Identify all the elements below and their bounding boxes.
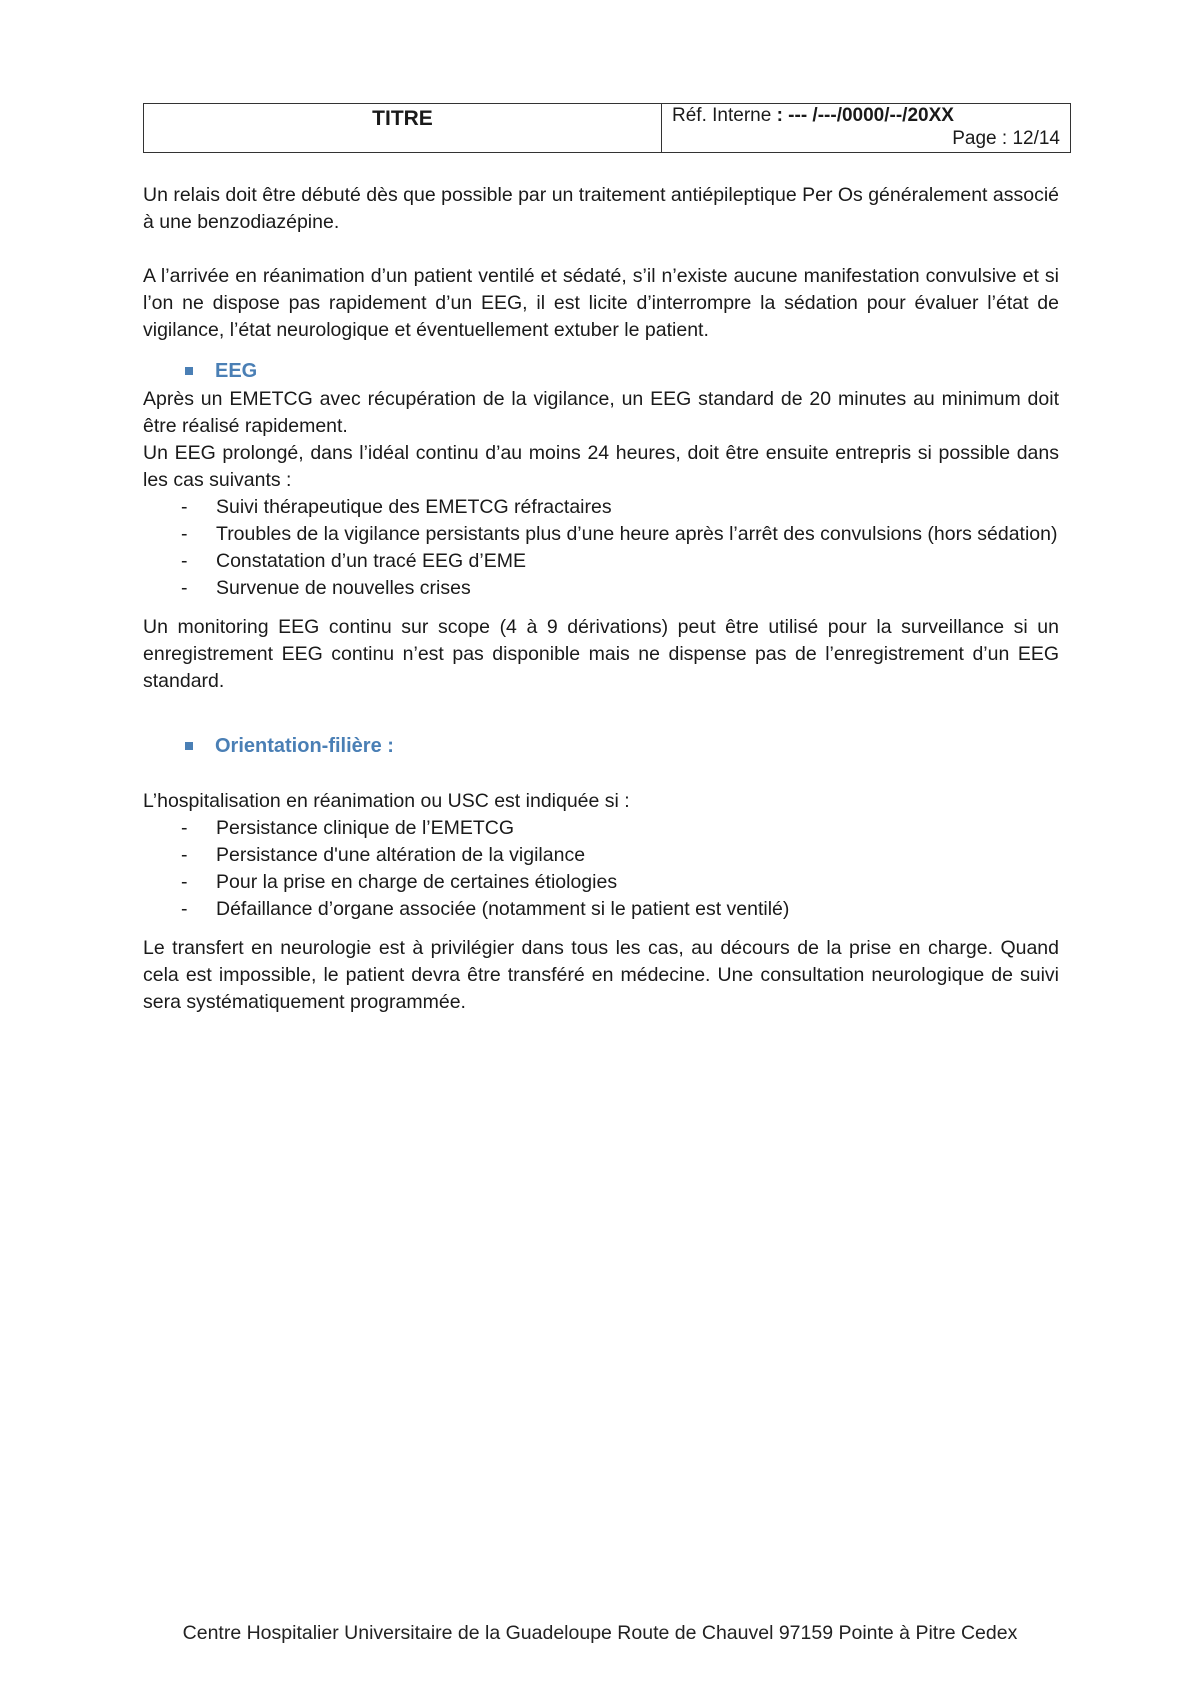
list-dash-marker: - xyxy=(181,577,188,599)
list-item-text: Survenue de nouvelles crises xyxy=(216,577,471,599)
ref-code: : --- /---/0000/--/20XX xyxy=(776,105,954,126)
list-dash-marker: - xyxy=(181,817,188,839)
eeg-cases-list xyxy=(143,494,1059,602)
square-bullet-icon xyxy=(185,742,193,750)
paragraph-eeg-prolonge: Un EEG prolongé, dans l’idéal continu d’au moins 24 heures, doit être ensuite entrepris si possible dans les cas suivants : xyxy=(143,442,1059,491)
list-dash-marker: - xyxy=(181,844,188,866)
ref-label: Réf. Interne xyxy=(672,105,777,126)
list-item-text: Persistance d'une altération de la vigilance xyxy=(216,844,586,866)
section-heading-orientation-label: Orientation-filière : xyxy=(215,734,394,757)
list-item xyxy=(143,521,1059,548)
paragraph-transfert-neurologie: Le transfert en neurologie est à privilégier dans tous les cas, au décours de la prise en charge. Quand cela est impossible, le patient devra être transféré en médecine. Une consultation neurologique de suivi sera systématiquement programmée. xyxy=(143,937,1059,1013)
header-table xyxy=(143,103,1071,153)
internal-reference xyxy=(672,105,954,127)
list-item-text: Suivi thérapeutique des EMETCG réfractaires xyxy=(216,496,612,518)
list-dash-marker: - xyxy=(181,898,188,920)
list-item xyxy=(143,548,1059,575)
page-footer: Centre Hospitalier Universitaire de la Guadeloupe Route de Chauvel 97159 Pointe à Pitre Cedex xyxy=(182,1622,1018,1644)
list-item-text: Persistance clinique de l’EMETCG xyxy=(216,817,515,839)
list-item-text: Pour la prise en charge de certaines étiologies xyxy=(216,871,618,893)
list-dash-marker: - xyxy=(181,523,188,545)
paragraph-relais: Un relais doit être débuté dès que possible par un traitement antiépileptique Per Os généralement associé à une benzodiazépine. xyxy=(143,184,1059,233)
header-ref-cell xyxy=(662,104,1070,152)
list-dash-marker: - xyxy=(181,496,188,518)
list-item xyxy=(143,815,1059,842)
document-title: TITRE xyxy=(144,104,662,152)
paragraph-hospitalisation-intro: L’hospitalisation en réanimation ou USC est indiquée si : xyxy=(143,790,630,812)
list-item xyxy=(143,842,1059,869)
hospitalisation-criteria-list xyxy=(143,815,1059,923)
list-item-text: Défaillance d’organe associée (notamment si le patient est ventilé) xyxy=(216,898,790,920)
document-body xyxy=(143,182,1059,1016)
list-item-text: Constatation d’un tracé EEG d’EME xyxy=(216,550,526,572)
list-item xyxy=(143,869,1059,896)
section-heading-eeg-label: EEG xyxy=(215,359,258,382)
list-item xyxy=(143,896,1059,923)
page-number: Page : 12/14 xyxy=(952,128,1060,149)
square-bullet-icon xyxy=(185,367,193,375)
list-item xyxy=(143,575,1059,602)
paragraph-monitoring-eeg: Un monitoring EEG continu sur scope (4 à 9 dérivations) peut être utilisé pour la surveillance si un enregistrement EEG continu n’est pas disponible mais ne dispense pas de l’enregistrement d’un EEG standard. xyxy=(143,616,1059,692)
paragraph-eeg-standard: Après un EMETCG avec récupération de la vigilance, un EEG standard de 20 minutes au minimum doit être réalisé rapidement. xyxy=(143,388,1059,437)
section-heading-orientation xyxy=(143,731,1059,761)
list-item-text: Troubles de la vigilance persistants plus d’une heure après l’arrêt des convulsions (hors sédation) xyxy=(216,523,1058,545)
section-heading-eeg xyxy=(143,356,1059,386)
paragraph-arrivee-reanimation: A l’arrivée en réanimation d’un patient ventilé et sédaté, s’il n’existe aucune manifestation convulsive et si l’on ne dispose pas rapidement d’un EEG, il est licite d’interrompre la sédation pour évaluer l’état de vigilance, l’état neurologique et éventuellement extuber le patient. xyxy=(143,265,1059,341)
list-dash-marker: - xyxy=(181,871,188,893)
list-item xyxy=(143,494,1059,521)
list-dash-marker: - xyxy=(181,550,188,572)
